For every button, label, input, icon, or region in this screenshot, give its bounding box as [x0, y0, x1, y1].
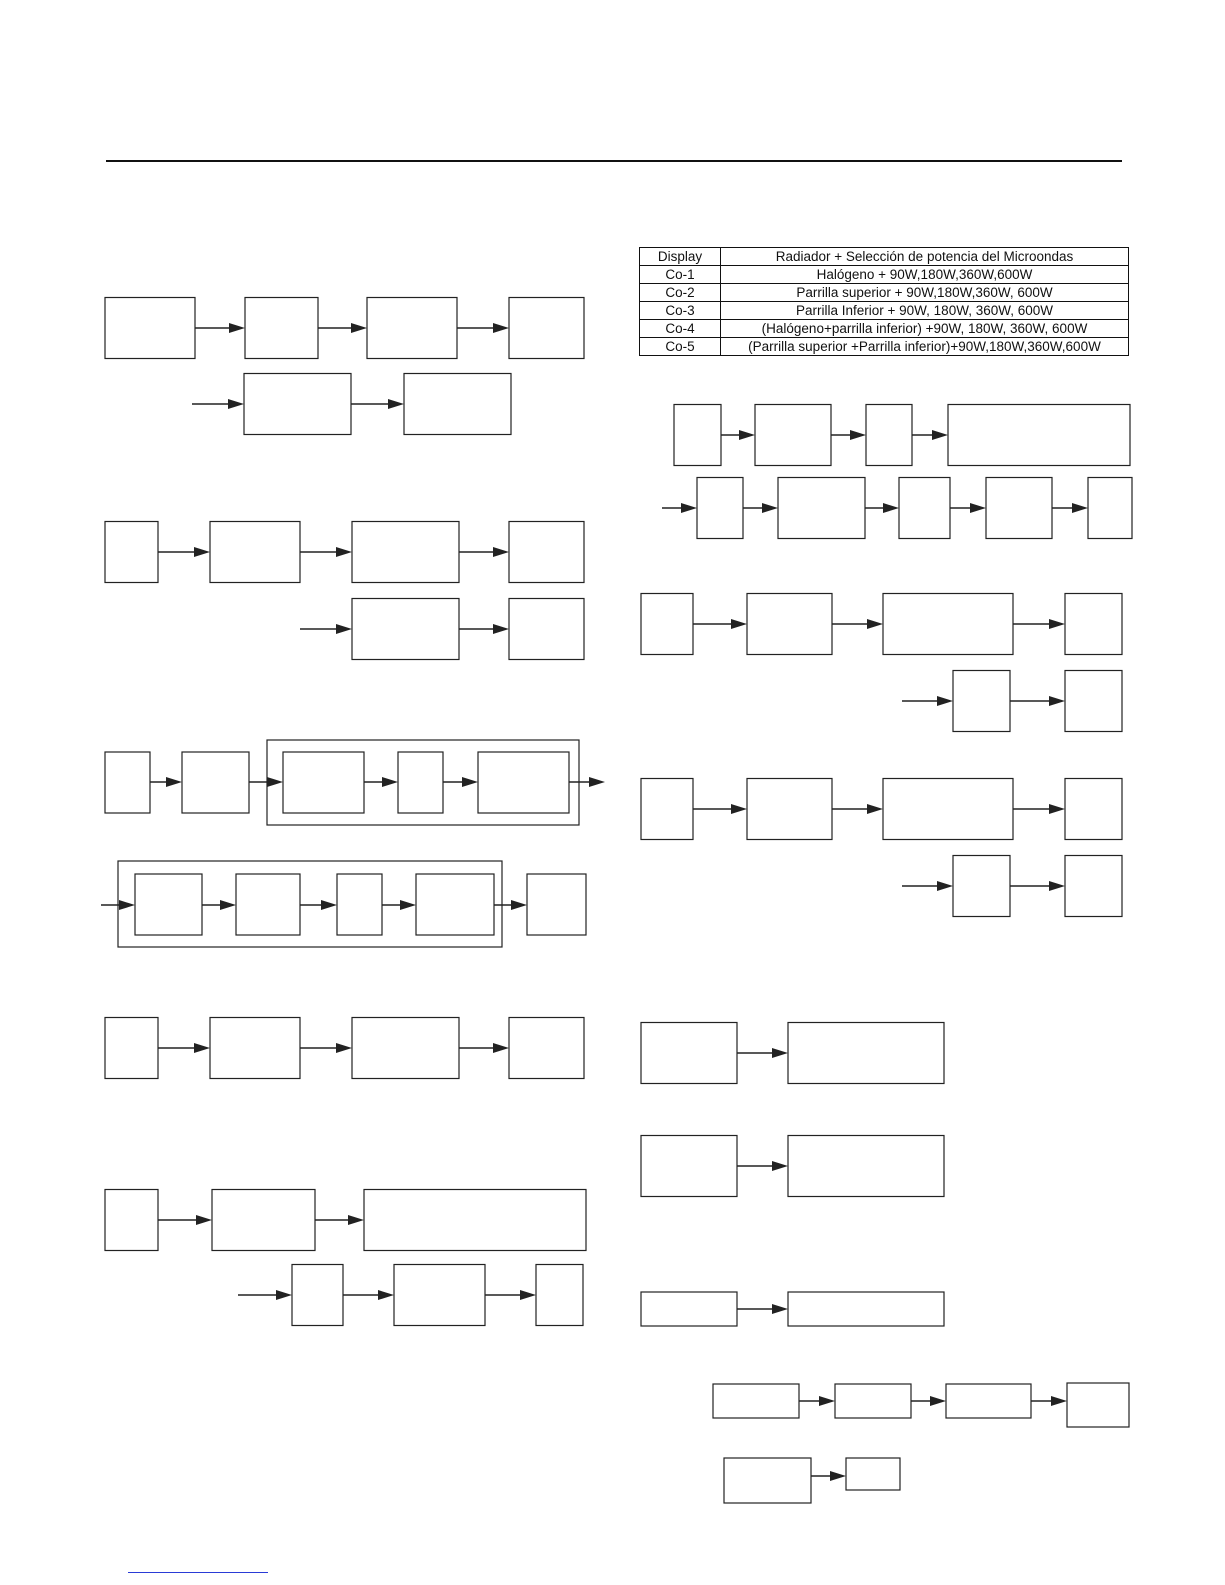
flow-box	[536, 1265, 583, 1326]
flow-arrowhead	[493, 547, 509, 557]
flow-arrowhead	[382, 777, 398, 787]
table-cell-power: (Parrilla superior +Parrilla inferior)+90W,180W,360W,600W	[721, 338, 1129, 356]
flow-arrowhead	[772, 1304, 788, 1314]
flow-box	[135, 874, 202, 935]
flow-box	[527, 874, 586, 935]
flow-box	[244, 374, 351, 435]
flow-arrowhead	[493, 323, 509, 333]
flow-box	[236, 874, 300, 935]
flow-box	[883, 594, 1013, 655]
flow-box	[394, 1265, 485, 1326]
flow-box	[404, 374, 511, 435]
flow-box	[946, 1384, 1031, 1418]
flow-box	[641, 1023, 737, 1084]
table-cell-power: Halógeno + 90W,180W,360W,600W	[721, 266, 1129, 284]
flow-box	[352, 522, 459, 583]
flow-box	[866, 405, 912, 466]
flow-box	[986, 478, 1052, 539]
flow-box	[1088, 478, 1132, 539]
flow-arrowhead	[348, 1215, 364, 1225]
table-cell-display: Co-2	[640, 284, 721, 302]
flow-box	[1065, 856, 1122, 917]
flow-arrowhead	[867, 619, 883, 629]
flow-arrowhead	[883, 503, 899, 513]
flow-box	[210, 522, 300, 583]
flow-arrowhead	[321, 900, 337, 910]
flow-arrowhead	[267, 777, 283, 787]
flow-box	[509, 599, 584, 660]
flow-box	[641, 1136, 737, 1197]
flow-arrowhead	[937, 696, 953, 706]
flow-arrowhead	[520, 1290, 536, 1300]
flow-box	[1065, 779, 1122, 840]
flow-box	[674, 405, 721, 466]
flow-arrowhead	[970, 503, 986, 513]
flow-arrowhead	[772, 1161, 788, 1171]
table-row	[640, 320, 1129, 338]
table-cell-display: Co-5	[640, 338, 721, 356]
flow-box	[105, 1018, 158, 1079]
flow-box	[883, 779, 1013, 840]
flow-arrowhead	[1049, 619, 1065, 629]
flow-box	[398, 752, 443, 813]
flow-box	[953, 671, 1010, 732]
table-header-power: Radiador + Selección de potencia del Microondas	[721, 248, 1129, 266]
flow-arrowhead	[930, 1396, 946, 1406]
flow-arrowhead	[511, 900, 527, 910]
flow-box	[105, 298, 195, 359]
flow-box	[478, 752, 569, 813]
flow-arrowhead	[830, 1471, 846, 1481]
flow-arrowhead	[762, 503, 778, 513]
flow-arrowhead	[336, 1043, 352, 1053]
flow-box	[292, 1265, 343, 1326]
flow-box	[724, 1458, 811, 1503]
flow-arrowhead	[731, 619, 747, 629]
flow-box	[182, 752, 249, 813]
flow-arrowhead	[493, 624, 509, 634]
flow-arrowhead	[1072, 503, 1088, 513]
flow-arrowhead	[166, 777, 182, 787]
flow-arrowhead	[589, 777, 605, 787]
flow-box	[641, 779, 693, 840]
table-cell-power: Parrilla Inferior + 90W, 180W, 360W, 600W	[721, 302, 1129, 320]
flow-box	[105, 752, 150, 813]
combo-mode-table	[639, 247, 1129, 356]
flow-box	[509, 298, 584, 359]
table-header-display: Display	[640, 248, 721, 266]
flow-box	[416, 874, 494, 935]
flow-box	[713, 1384, 799, 1418]
table-row	[640, 338, 1129, 356]
flow-arrowhead	[1049, 804, 1065, 814]
flow-box	[105, 1190, 158, 1251]
flow-arrowhead	[739, 430, 755, 440]
flow-box	[367, 298, 457, 359]
table-row	[640, 266, 1129, 284]
flow-arrowhead	[400, 900, 416, 910]
flow-arrowhead	[276, 1290, 292, 1300]
flow-box	[212, 1190, 315, 1251]
flow-arrowhead	[850, 430, 866, 440]
flow-box	[1065, 671, 1122, 732]
flow-box	[1065, 594, 1122, 655]
table-cell-display: Co-1	[640, 266, 721, 284]
flow-box	[245, 298, 318, 359]
flow-arrowhead	[731, 804, 747, 814]
flow-arrowhead	[336, 624, 352, 634]
flow-box	[788, 1292, 944, 1326]
footer-link-underline[interactable]	[128, 1572, 268, 1573]
flow-arrowhead	[229, 323, 245, 333]
flow-arrowhead	[932, 430, 948, 440]
flow-box	[352, 1018, 459, 1079]
flow-box	[835, 1384, 911, 1418]
flow-box	[509, 522, 584, 583]
flow-box	[641, 594, 693, 655]
flow-arrowhead	[220, 900, 236, 910]
flow-box	[337, 874, 382, 935]
table-header-row	[640, 248, 1129, 266]
flow-box	[1067, 1383, 1129, 1427]
flow-arrowhead	[194, 1043, 210, 1053]
flow-arrowhead	[462, 777, 478, 787]
flow-box	[283, 752, 364, 813]
table-row	[640, 284, 1129, 302]
flow-box	[747, 779, 832, 840]
flow-arrowhead	[1049, 881, 1065, 891]
flow-box	[747, 594, 832, 655]
flow-arrowhead	[351, 323, 367, 333]
flow-box	[210, 1018, 300, 1079]
flow-arrowhead	[867, 804, 883, 814]
flow-arrowhead	[388, 399, 404, 409]
flow-box	[755, 405, 831, 466]
flow-arrowhead	[772, 1048, 788, 1058]
flow-box	[352, 599, 459, 660]
table-cell-display: Co-3	[640, 302, 721, 320]
flow-box	[899, 478, 950, 539]
table-cell-display: Co-4	[640, 320, 721, 338]
flow-arrowhead	[937, 881, 953, 891]
flow-arrowhead	[378, 1290, 394, 1300]
flow-box	[641, 1292, 737, 1326]
flow-arrowhead	[194, 547, 210, 557]
flow-arrowhead	[819, 1396, 835, 1406]
flow-arrowhead	[681, 503, 697, 513]
flow-box	[509, 1018, 584, 1079]
table-cell-power: Parrilla superior + 90W,180W,360W, 600W	[721, 284, 1129, 302]
flow-box	[846, 1458, 900, 1490]
flow-arrowhead	[336, 547, 352, 557]
flow-box	[364, 1190, 586, 1251]
flow-arrowhead	[493, 1043, 509, 1053]
flow-box	[953, 856, 1010, 917]
flow-arrowhead	[1051, 1396, 1067, 1406]
flow-box	[697, 478, 743, 539]
flow-arrowhead	[119, 900, 135, 910]
table-row	[640, 302, 1129, 320]
flow-box	[105, 522, 158, 583]
flow-arrowhead	[196, 1215, 212, 1225]
flow-box	[788, 1023, 944, 1084]
flow-arrowhead	[228, 399, 244, 409]
flow-box	[788, 1136, 944, 1197]
flow-box	[778, 478, 865, 539]
flow-box	[948, 405, 1130, 466]
flow-arrowhead	[1049, 696, 1065, 706]
table-cell-power: (Halógeno+parrilla inferior) +90W, 180W, 360W, 600W	[721, 320, 1129, 338]
